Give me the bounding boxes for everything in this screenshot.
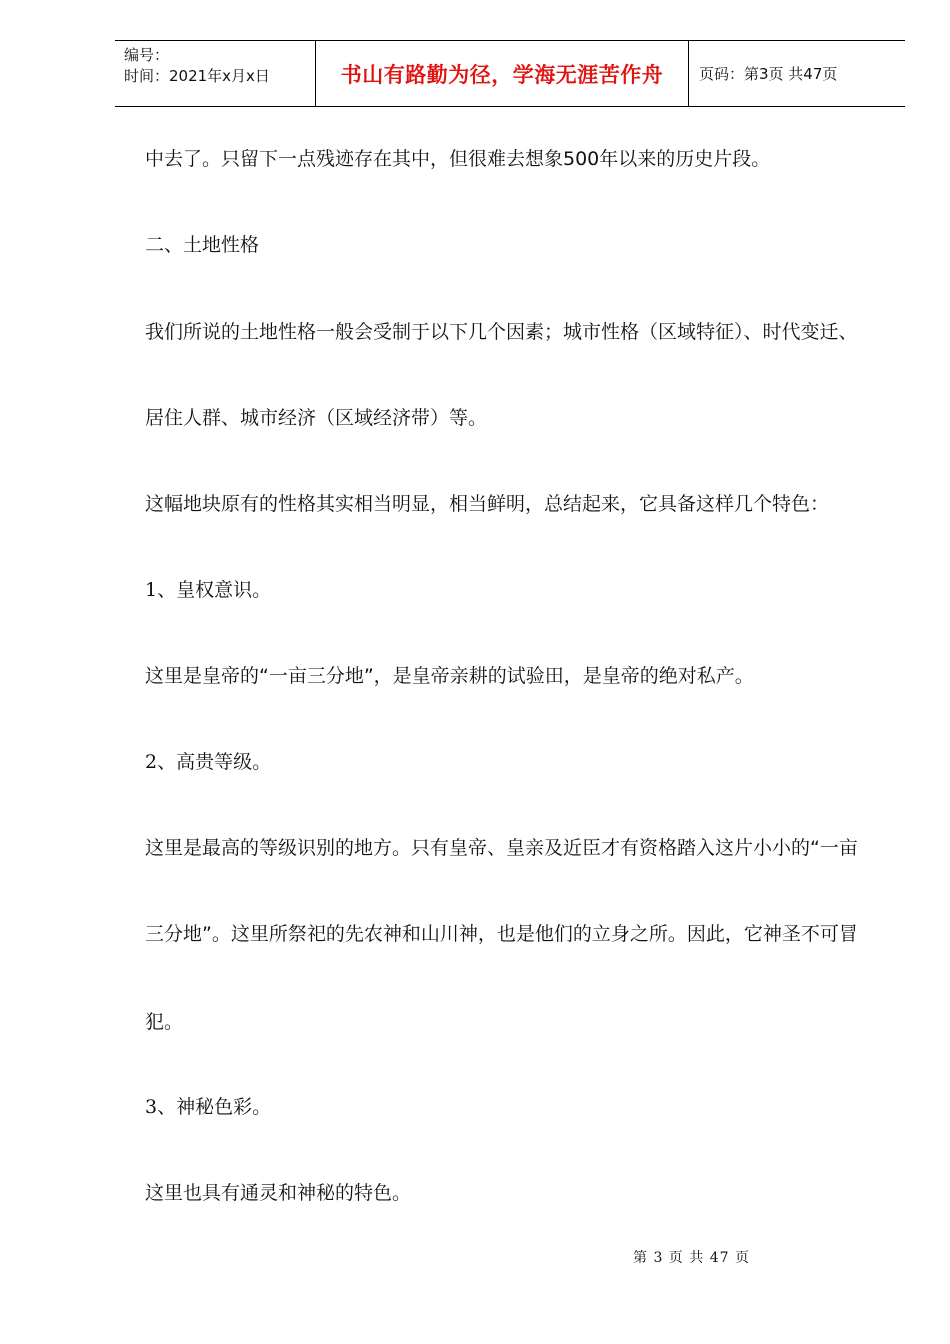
list-heading: 3、神秘色彩。	[145, 1096, 272, 1118]
paragraph: 中去了。只留下一点残迹存在其中，但很难去想象500年以来的历史片段。	[145, 148, 771, 170]
header-page-cell	[689, 41, 905, 106]
header-motto: 书山有路勤为径，学海无涯苦作舟	[340, 61, 664, 87]
paragraph: 这里是皇帝的“一亩三分地”，是皇帝亲耕的试验田，是皇帝的绝对私产。	[145, 665, 754, 687]
paragraph: 居住人群、城市经济（区域经济带）等。	[145, 407, 488, 429]
paragraph: 这里是最高的等级识别的地方。只有皇帝、皇亲及近臣才有资格踏入这片小小的“一亩	[145, 837, 858, 859]
header-page-label: 页码：第3页 共47页	[699, 65, 838, 83]
header-motto-cell	[316, 41, 689, 106]
time-label: 时间：2021年x月x日	[124, 67, 270, 85]
paragraph: 我们所说的土地性格一般会受制于以下几个因素；城市性格（区域特征）、时代变迁、	[145, 321, 858, 343]
paragraph: 这幅地块原有的性格其实相当明显，相当鲜明，总结起来，它具备这样几个特色：	[145, 493, 830, 515]
list-heading: 1、皇权意识。	[145, 579, 272, 601]
paragraph: 犯。	[145, 1011, 184, 1033]
header-meta	[115, 41, 316, 106]
paragraph: 这里也具有通灵和神秘的特色。	[145, 1182, 412, 1204]
section-heading: 二、土地性格	[145, 234, 260, 256]
list-heading: 2、高贵等级。	[145, 751, 272, 773]
number-label: 编号：	[124, 46, 170, 64]
page-footer: 第 3 页 共 47 页	[633, 1250, 750, 1266]
page-header	[115, 40, 905, 107]
paragraph: 三分地”。这里所祭祀的先农神和山川神，也是他们的立身之所。因此，它神圣不可冒	[145, 923, 858, 945]
